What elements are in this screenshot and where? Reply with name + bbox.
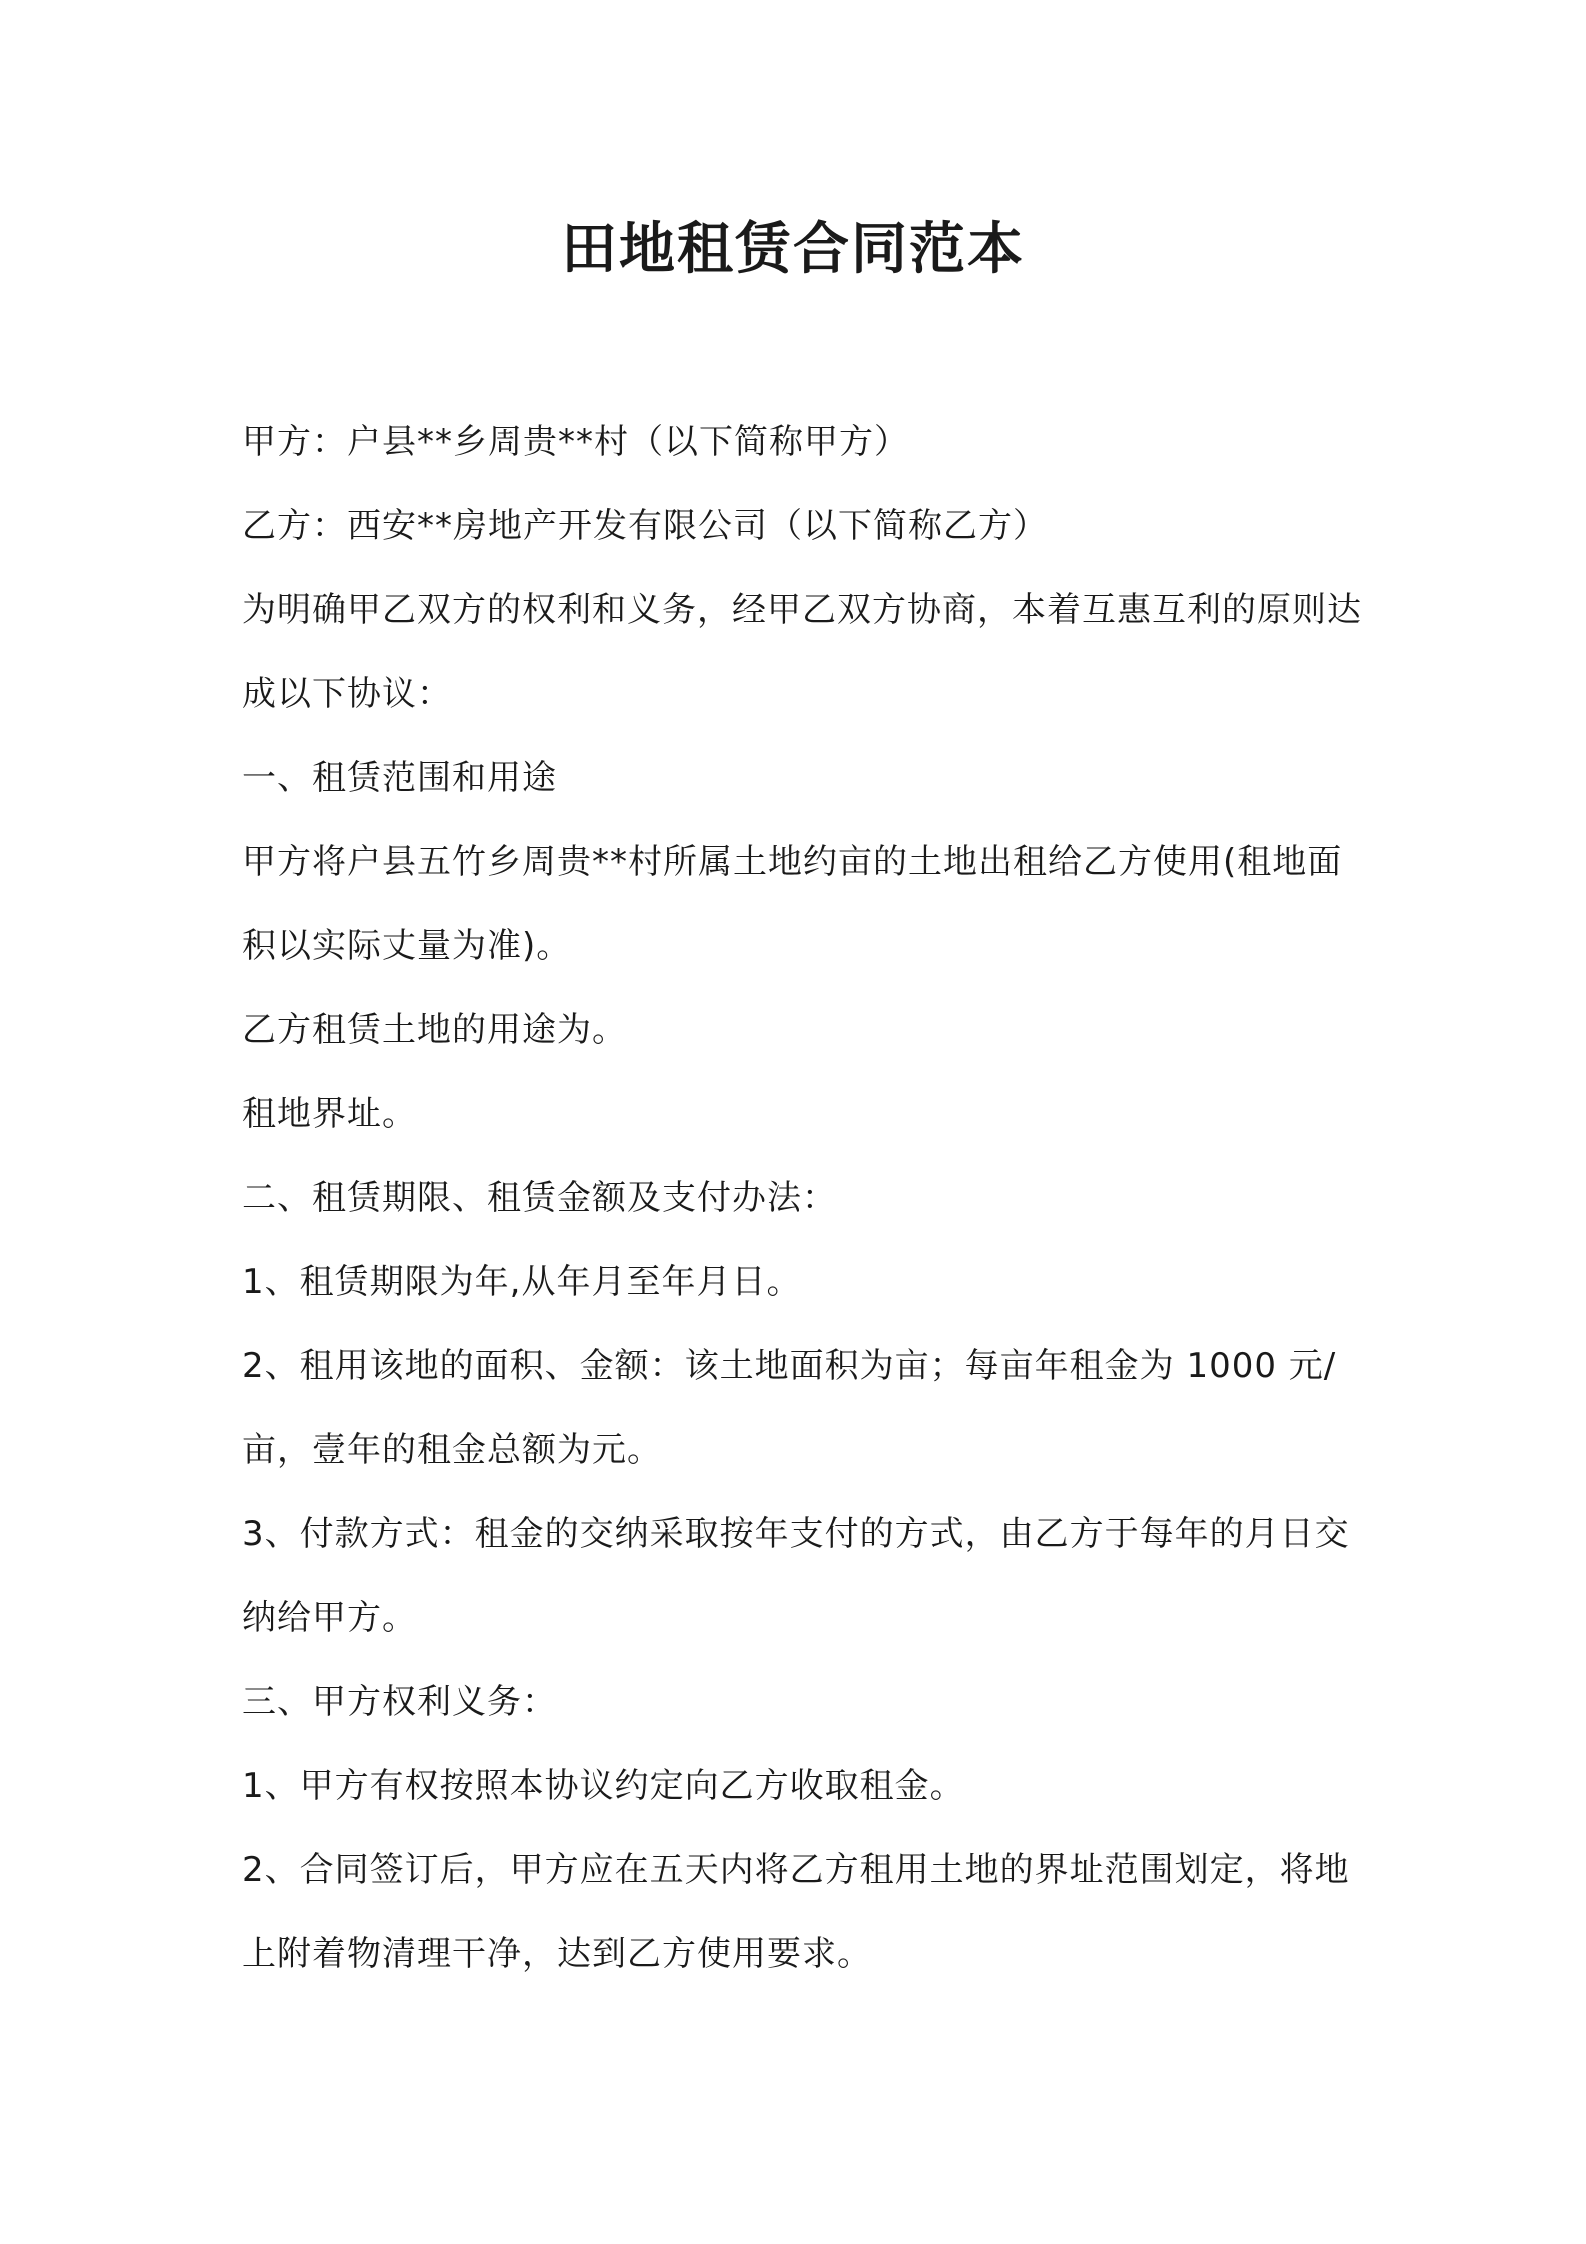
section-1-boundary: 租地界址。 <box>242 1094 417 1134</box>
section-1-usage: 乙方租赁土地的用途为。 <box>242 1010 627 1050</box>
preamble-paragraph: 为明确甲乙双方的权利和义务，经甲乙双方协商，本着互惠互利的原则达成以下协议： <box>242 590 1362 714</box>
section-heading-1: 一、租赁范围和用途 <box>242 758 557 798</box>
section-2-item-1: 1、租赁期限为年,从年月至年月日。 <box>242 1262 802 1302</box>
section-heading-3: 三、甲方权利义务： <box>242 1682 557 1722</box>
section-3-item-2: 2、合同签订后，甲方应在五天内将乙方租用土地的界址范围划定，将地上附着物清理干净，达到乙方使用要求。 <box>242 1850 1350 1974</box>
party-a-line: 甲方：户县**乡周贵**村（以下简称甲方） <box>242 422 909 462</box>
party-b-line: 乙方：西安**房地产开发有限公司（以下简称乙方） <box>242 506 1048 546</box>
section-heading-2: 二、租赁期限、租赁金额及支付办法： <box>242 1178 837 1218</box>
section-2-item-2: 2、租用该地的面积、金额：该土地面积为亩；每亩年租金为 1000 元/亩，壹年的租金总额为元。 <box>242 1346 1337 1470</box>
section-3-item-1: 1、甲方有权按照本协议约定向乙方收取租金。 <box>242 1766 965 1806</box>
document-body <box>242 400 1362 1996</box>
section-1-paragraph: 甲方将户县五竹乡周贵**村所属土地约亩的土地出租给乙方使用(租地面积以实际丈量为准)。 <box>242 842 1343 966</box>
document-title: 田地租赁合同范本 <box>561 217 1025 282</box>
section-2-item-3: 3、付款方式：租金的交纳采取按年支付的方式，由乙方于每年的月日交纳给甲方。 <box>242 1514 1350 1638</box>
